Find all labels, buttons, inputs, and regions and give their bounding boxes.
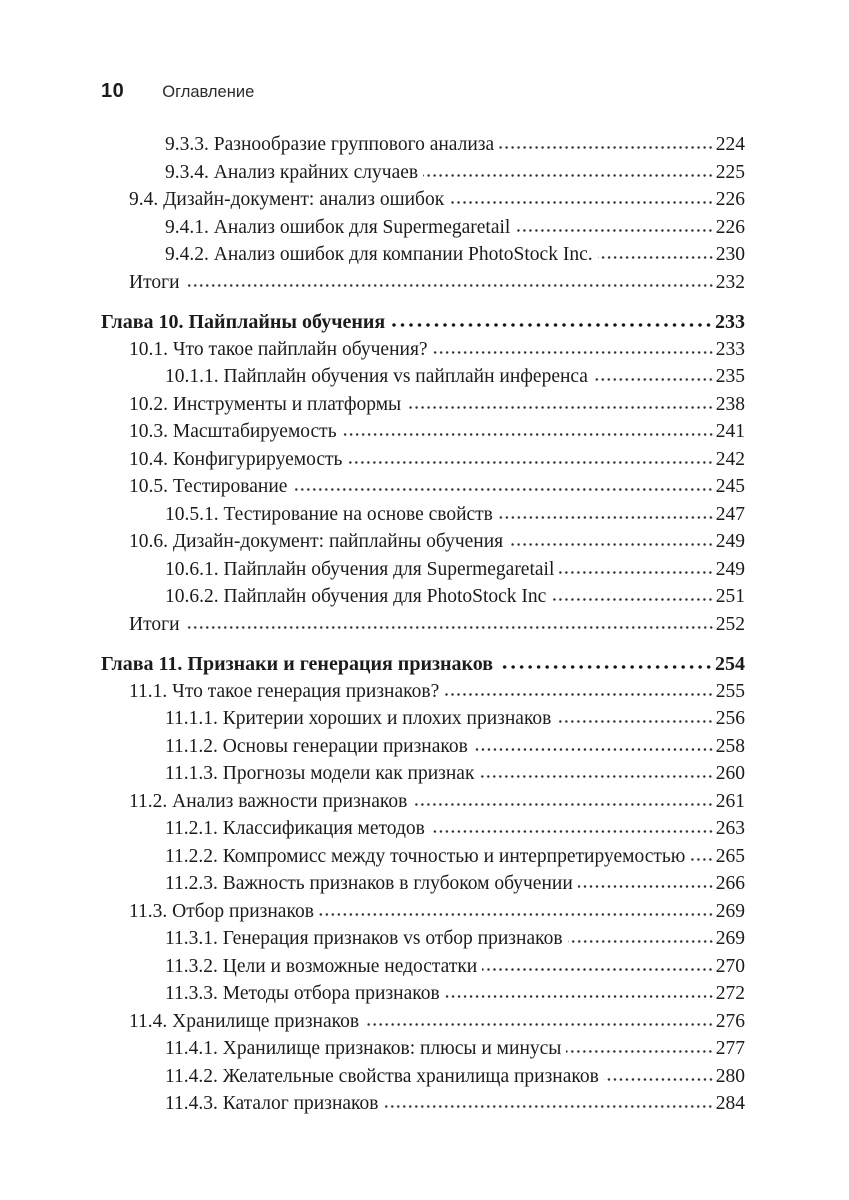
dot-leader <box>551 597 713 602</box>
dot-leader <box>423 173 714 178</box>
toc-entry-page: 233 <box>715 338 745 360</box>
toc-entry-title: 11.3.3. Методы отбора признаков <box>165 983 440 1004</box>
toc-entry <box>101 162 745 190</box>
running-head <box>101 80 254 103</box>
toc-entry-title: 11.3. Отбор признаков <box>129 900 314 922</box>
toc-entry-page: 249 <box>715 558 745 580</box>
toc-entry-page: 230 <box>715 244 745 265</box>
toc-entry-page: 258 <box>715 735 745 757</box>
toc-entry-title: 11.3.1. Генерация признаков vs отбор признаков <box>165 928 563 949</box>
toc-entry-page: 232 <box>715 271 745 293</box>
toc-entry-title: Итоги <box>129 613 180 635</box>
toc-entry-page: 280 <box>715 1065 745 1087</box>
toc-entry-title: Глава 11. Признаки и генерация признаков <box>101 653 494 675</box>
toc-entry <box>101 339 745 367</box>
toc-entry-page: 276 <box>715 1010 745 1032</box>
toc-entry <box>101 217 745 245</box>
dot-leader <box>445 994 714 999</box>
toc-entry-title: 11.4. Хранилище признаков <box>129 1010 360 1032</box>
toc-entry <box>101 791 745 819</box>
toc-entry <box>101 586 745 614</box>
dot-leader <box>449 200 714 205</box>
toc-entry-page: 256 <box>715 708 745 729</box>
toc-entry <box>101 928 745 956</box>
toc-entry <box>101 134 745 162</box>
dot-leader <box>444 692 714 697</box>
toc-entry <box>101 476 745 504</box>
dot-leader <box>508 542 714 547</box>
toc-entry-page: 233 <box>715 311 745 333</box>
toc-entry-page: 284 <box>715 1093 745 1114</box>
toc-entry-title: 9.3.4. Анализ крайних случаев <box>165 161 419 183</box>
dot-leader <box>185 625 714 630</box>
dot-leader <box>430 829 714 834</box>
toc-entry-title: 11.4.3. Каталог признаков <box>165 1093 379 1114</box>
toc-entry-title: 9.4.2. Анализ ошибок для компании PhotoStock Inc. <box>165 244 593 265</box>
toc-entry-title: 10.1. Что такое пайплайн обучения? <box>129 338 428 360</box>
toc-entry <box>101 244 745 272</box>
toc-entry-title: 10.1.1. Пайплайн обучения vs пайплайн инференса <box>165 366 588 387</box>
toc-entry-page: 242 <box>715 448 745 470</box>
toc-entry-page: 226 <box>715 216 745 238</box>
toc-entry-title: 10.6. Дизайн-документ: пайплайны обучения <box>129 531 504 552</box>
toc-entry-title: 10.4. Конфигурируемость <box>129 448 343 470</box>
toc-entry-title: 10.5. Тестирование <box>129 476 288 497</box>
toc-entry-title: 9.4. Дизайн-документ: анализ ошибок <box>129 189 445 210</box>
toc-entry-page: 272 <box>715 983 745 1004</box>
dot-leader <box>598 255 714 260</box>
toc-entry-title: 9.4.1. Анализ ошибок для Supermegaretail <box>165 216 511 238</box>
toc-entry-page: 254 <box>715 653 745 675</box>
toc-entry <box>101 504 745 532</box>
toc-entry-title: 9.3.3. Разнообразие группового анализа <box>165 134 495 155</box>
dot-leader <box>559 570 713 575</box>
toc-entry <box>101 394 745 422</box>
toc-entry <box>101 531 745 559</box>
toc-entry-title: 11.2.3. Важность признаков в глубоком обучении <box>165 873 573 894</box>
dot-leader <box>185 283 714 288</box>
dot-leader <box>556 719 713 724</box>
dot-leader <box>412 802 713 807</box>
toc-entry <box>101 1038 745 1066</box>
toc-entry-page: 263 <box>715 818 745 839</box>
toc-entry <box>101 366 745 394</box>
toc-entry <box>101 272 745 300</box>
toc-entry <box>101 763 745 791</box>
toc-entry <box>101 846 745 874</box>
toc-entry <box>101 421 745 449</box>
page-number: 10 <box>101 80 125 102</box>
dot-leader <box>604 1077 714 1082</box>
toc-entry-page: 241 <box>715 421 745 442</box>
toc-entry <box>101 189 745 217</box>
toc-entry-title: Глава 10. Пайплайны обучения <box>101 311 386 333</box>
toc-entry-title: 11.1.1. Критерии хороших и плохих признаков <box>165 708 552 729</box>
toc-entry-title: 11.2. Анализ важности признаков <box>129 790 408 812</box>
dot-leader <box>406 405 714 410</box>
dot-leader <box>364 1022 714 1027</box>
dot-leader <box>566 1049 713 1054</box>
toc-entry-page: 235 <box>715 366 745 387</box>
toc-entry-page: 260 <box>715 763 745 784</box>
toc-entry <box>101 681 745 709</box>
dot-leader <box>433 350 714 355</box>
dot-leader <box>319 912 714 917</box>
dot-leader <box>593 377 714 382</box>
toc-entry-title: Итоги <box>129 271 180 293</box>
toc-entry <box>101 708 745 736</box>
toc-entry-page: 261 <box>715 790 745 812</box>
toc-entry <box>101 873 745 901</box>
dot-leader <box>568 939 714 944</box>
toc-entry-page: 266 <box>715 873 745 894</box>
dot-leader <box>515 228 713 233</box>
dot-leader <box>473 747 714 752</box>
dot-leader <box>498 515 714 520</box>
toc-entry-page: 265 <box>715 845 745 867</box>
toc-entry-page: 269 <box>715 900 745 922</box>
toc-entry-title: 11.4.1. Хранилище признаков: плюсы и минусы <box>165 1038 562 1059</box>
dot-leader <box>342 432 714 437</box>
dot-leader <box>499 145 714 150</box>
toc-entry <box>101 1011 745 1039</box>
dot-leader <box>390 322 713 328</box>
toc-entry-page: 255 <box>715 680 745 702</box>
toc-entry-title: 11.1. Что такое генерация признаков? <box>129 680 440 702</box>
toc-entry <box>101 1066 745 1094</box>
toc-entry-page: 270 <box>715 955 745 977</box>
toc-entry-title: 10.6.1. Пайплайн обучения для Supermegaretail <box>165 558 555 580</box>
toc-entry-title: 10.5.1. Тестирование на основе свойств <box>165 503 493 525</box>
toc-entry <box>101 614 745 642</box>
toc-entry-page: 247 <box>715 503 745 525</box>
running-title: Оглавление <box>162 83 255 101</box>
toc-entry <box>101 1093 745 1121</box>
toc-entry <box>101 983 745 1011</box>
toc-entry-page: 238 <box>715 393 745 415</box>
dot-leader <box>292 487 713 492</box>
toc-entry-title: 11.3.2. Цели и возможные недостатки <box>165 955 478 977</box>
toc-entry <box>101 311 745 339</box>
dot-leader <box>578 884 714 889</box>
toc-entry-title: 11.1.3. Прогнозы модели как признак <box>165 763 475 784</box>
toc-entry-page: 251 <box>715 586 745 607</box>
toc-entry-page: 252 <box>715 613 745 635</box>
toc-entry <box>101 449 745 477</box>
dot-leader <box>482 967 714 972</box>
toc-entry-page: 249 <box>715 531 745 552</box>
toc-entry-page: 225 <box>715 161 745 183</box>
toc-list <box>101 134 745 1121</box>
toc-entry-page: 224 <box>715 134 745 155</box>
toc-entry-title: 11.1.2. Основы генерации признаков <box>165 735 468 757</box>
toc-entry <box>101 559 745 587</box>
toc-entry <box>101 901 745 929</box>
dot-leader <box>498 664 713 670</box>
toc-entry-page: 277 <box>715 1038 745 1059</box>
toc-entry-title: 10.3. Масштабируемость <box>129 421 337 442</box>
toc-entry-page: 269 <box>715 928 745 949</box>
dot-leader <box>347 460 713 465</box>
toc-entry-title: 10.2. Инструменты и платформы <box>129 393 402 415</box>
toc-entry-page: 245 <box>715 476 745 497</box>
toc-entry-title: 11.2.1. Классификация методов <box>165 818 425 839</box>
toc-entry-page: 226 <box>715 189 745 210</box>
toc-entry <box>101 653 745 681</box>
toc-entry-title: 11.2.2. Компромисс между точностью и интерпретируемостью <box>165 845 686 867</box>
dot-leader <box>479 774 713 779</box>
toc-entry-title: 11.4.2. Желательные свойства хранилища признаков <box>165 1065 599 1087</box>
toc-entry <box>101 956 745 984</box>
toc-entry <box>101 736 745 764</box>
toc-entry <box>101 818 745 846</box>
dot-leader <box>383 1104 713 1109</box>
toc-entry-title: 10.6.2. Пайплайн обучения для PhotoStock Inc <box>165 586 547 607</box>
dot-leader <box>690 857 713 862</box>
